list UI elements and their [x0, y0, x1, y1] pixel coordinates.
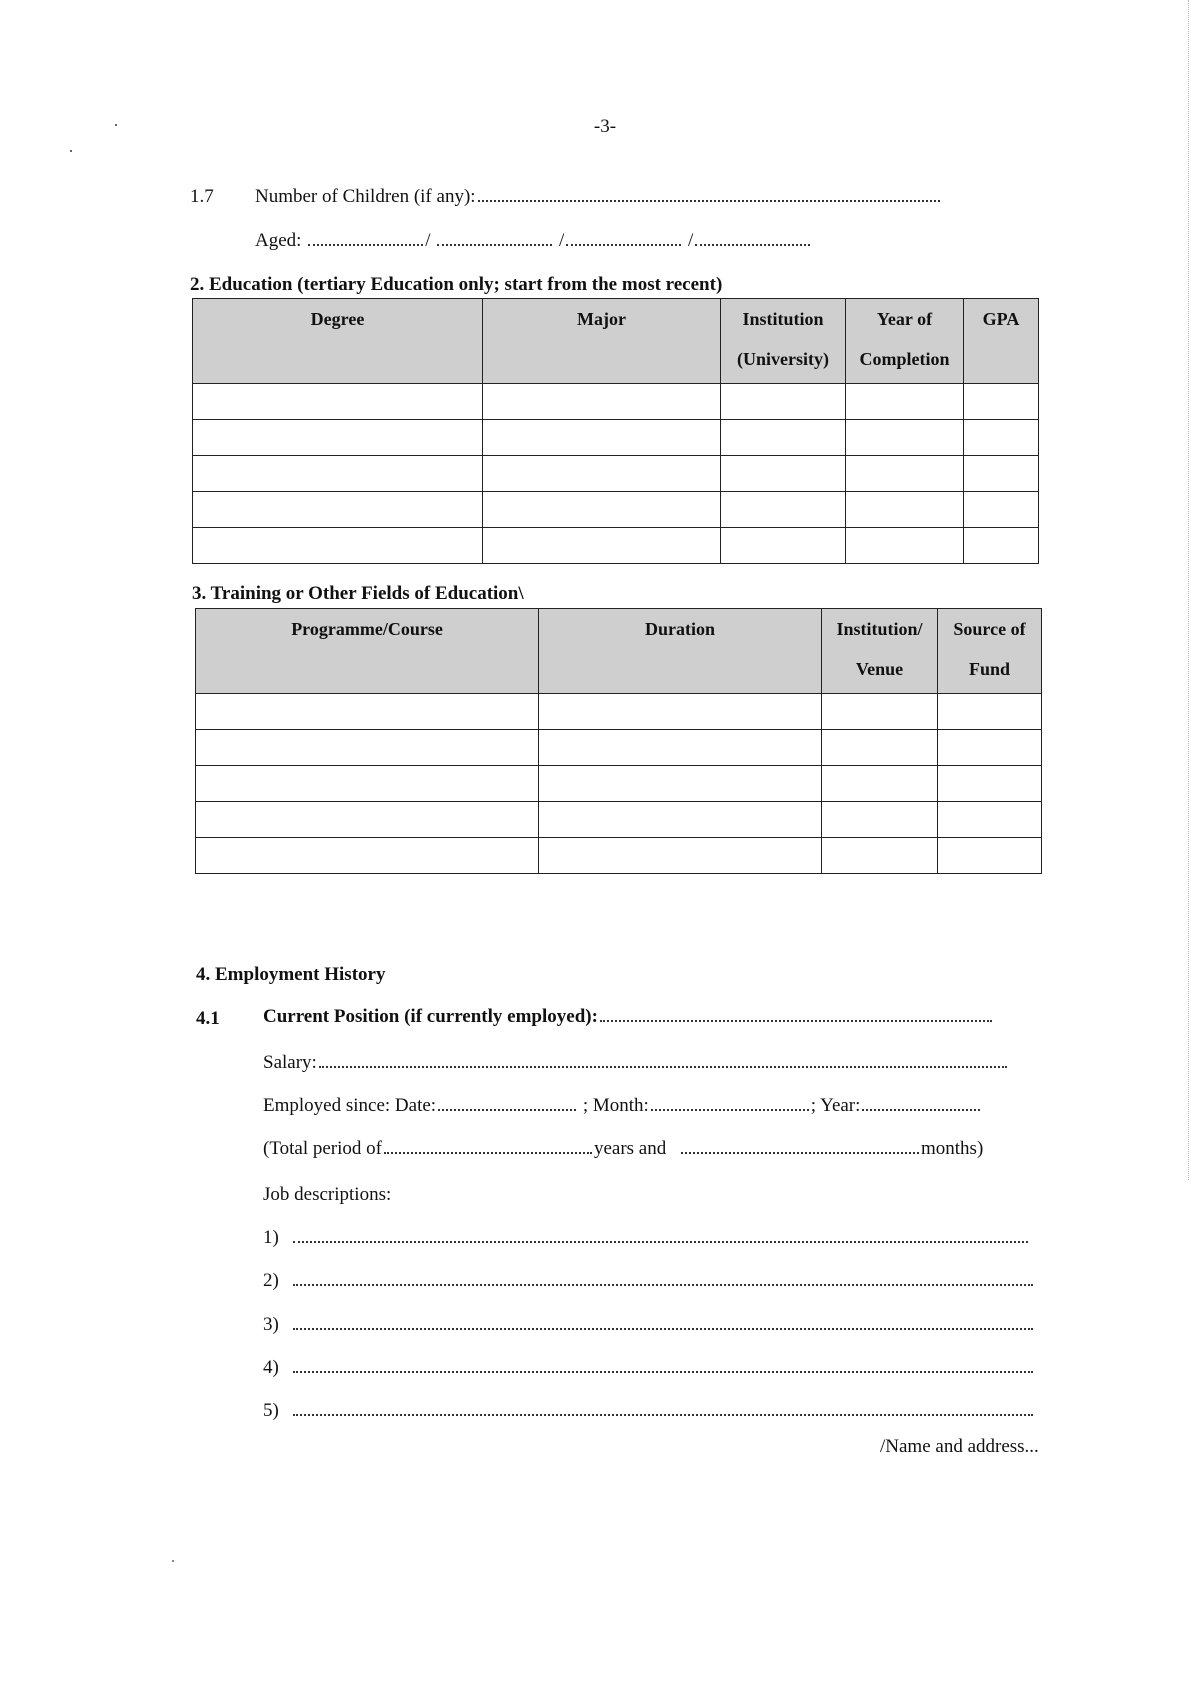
- children-count-label: [255, 186, 942, 208]
- scan-speck: [70, 150, 72, 152]
- training-table: [195, 608, 1042, 874]
- education-table-cell[interactable]: [721, 384, 846, 420]
- scan-edge-line: [1188, 0, 1190, 1180]
- training-table-row: [196, 802, 1042, 838]
- training-table-row: [196, 766, 1042, 802]
- children-count-text: Number of Children (if any):: [255, 186, 476, 207]
- aged-slash-3: /: [688, 230, 694, 251]
- training-table-cell[interactable]: [196, 766, 539, 802]
- training-table-cell[interactable]: [938, 802, 1042, 838]
- edu-col-year: Year of Completion: [846, 299, 964, 384]
- training-table-cell[interactable]: [539, 694, 822, 730]
- education-table-cell[interactable]: [721, 492, 846, 528]
- job-description-item-1: [263, 1227, 1030, 1249]
- job-description-item-5: [263, 1400, 1035, 1422]
- training-table-row: [196, 838, 1042, 874]
- edu-col-degree: Degree: [193, 299, 483, 384]
- job-descriptions-label: Job descriptions:: [263, 1184, 392, 1205]
- total-period-label: (Total period of: [263, 1138, 382, 1159]
- training-table-cell[interactable]: [822, 766, 938, 802]
- education-table-cell[interactable]: [964, 492, 1039, 528]
- training-table-cell[interactable]: [822, 694, 938, 730]
- education-table-cell[interactable]: [846, 456, 964, 492]
- training-table-cell[interactable]: [822, 802, 938, 838]
- page-number: -3-: [593, 116, 617, 137]
- education-table-row: [193, 384, 1039, 420]
- training-heading: 3. Training or Other Fields of Education\: [192, 583, 524, 604]
- job-item-number-2: 2): [263, 1270, 279, 1291]
- job-description-field-1[interactable]: [293, 1229, 1028, 1243]
- training-table-cell[interactable]: [539, 838, 822, 874]
- training-table-cell[interactable]: [539, 766, 822, 802]
- job-item-number-4: 4): [263, 1357, 279, 1378]
- education-table-cell[interactable]: [483, 384, 721, 420]
- year-label: ; Year:: [810, 1095, 861, 1116]
- edu-col-institution: Institution (University): [721, 299, 846, 384]
- aged-field-1[interactable]: [308, 232, 423, 246]
- training-table-cell[interactable]: [938, 730, 1042, 766]
- training-table-cell[interactable]: [822, 838, 938, 874]
- education-table-cell[interactable]: [846, 492, 964, 528]
- education-table-cell[interactable]: [721, 528, 846, 564]
- employment-section-number: 4.1: [196, 1008, 220, 1029]
- education-table-cell[interactable]: [846, 528, 964, 564]
- train-col-institution: Institution/ Venue: [822, 609, 938, 694]
- education-table-cell[interactable]: [964, 456, 1039, 492]
- training-header-row: [196, 609, 1042, 694]
- aged-label: Aged:: [255, 230, 302, 251]
- education-table: [192, 298, 1039, 564]
- scan-speck: [172, 1560, 174, 1562]
- aged-field-3[interactable]: [566, 232, 681, 246]
- aged-field-2[interactable]: [437, 232, 552, 246]
- training-table-cell[interactable]: [822, 730, 938, 766]
- children-count-field[interactable]: [478, 188, 940, 202]
- train-col-programme: Programme/Course: [196, 609, 539, 694]
- education-table-cell[interactable]: [193, 384, 483, 420]
- scan-speck: [115, 124, 117, 126]
- total-period-row: [263, 1138, 983, 1160]
- children-section-number: 1.7: [190, 186, 214, 207]
- months-label: months): [921, 1138, 984, 1159]
- education-table-row: [193, 456, 1039, 492]
- continuation-note: /Name and address...: [880, 1436, 1039, 1457]
- aged-field-4[interactable]: [695, 232, 810, 246]
- education-table-row: [193, 528, 1039, 564]
- month-label: ; Month:: [582, 1095, 649, 1116]
- edu-col-gpa: GPA: [964, 299, 1039, 384]
- education-table-cell[interactable]: [846, 384, 964, 420]
- training-table-cell[interactable]: [196, 730, 539, 766]
- employed-year-field[interactable]: [862, 1097, 980, 1111]
- salary-field[interactable]: [319, 1054, 1007, 1068]
- job-description-item-2: [263, 1270, 1035, 1292]
- job-item-number-1: 1): [263, 1227, 279, 1248]
- job-item-number-3: 3): [263, 1314, 279, 1335]
- training-table-cell[interactable]: [938, 694, 1042, 730]
- aged-slash-2: /: [558, 230, 565, 251]
- employed-date-field[interactable]: [438, 1097, 576, 1111]
- training-table-cell[interactable]: [196, 694, 539, 730]
- education-table-cell[interactable]: [483, 528, 721, 564]
- employed-month-field[interactable]: [651, 1097, 809, 1111]
- job-description-field-3[interactable]: [293, 1316, 1033, 1330]
- employed-since-row: [263, 1095, 982, 1117]
- salary-label: Salary:: [263, 1052, 317, 1073]
- education-table-cell[interactable]: [721, 456, 846, 492]
- education-table-cell[interactable]: [846, 420, 964, 456]
- children-aged-row: [255, 230, 812, 252]
- training-table-row: [196, 694, 1042, 730]
- education-table-cell[interactable]: [193, 492, 483, 528]
- current-position-row: [263, 1006, 994, 1028]
- aged-slash-1: /: [425, 230, 431, 251]
- training-table-row: [196, 730, 1042, 766]
- education-table-cell[interactable]: [964, 528, 1039, 564]
- education-table-cell[interactable]: [483, 420, 721, 456]
- education-table-cell[interactable]: [483, 492, 721, 528]
- education-table-cell[interactable]: [721, 420, 846, 456]
- education-header-row: [193, 299, 1039, 384]
- train-col-duration: Duration: [539, 609, 822, 694]
- job-item-number-5: 5): [263, 1400, 279, 1421]
- education-table-cell[interactable]: [193, 528, 483, 564]
- current-position-field[interactable]: [600, 1008, 992, 1022]
- training-table-cell[interactable]: [196, 802, 539, 838]
- education-table-cell[interactable]: [964, 420, 1039, 456]
- employment-heading: 4. Employment History: [196, 964, 386, 985]
- job-description-field-5[interactable]: [293, 1402, 1033, 1416]
- education-table-cell[interactable]: [193, 420, 483, 456]
- education-table-row: [193, 492, 1039, 528]
- training-table-cell[interactable]: [539, 730, 822, 766]
- education-table-cell[interactable]: [483, 456, 721, 492]
- current-position-label: Current Position (if currently employed):: [263, 1006, 598, 1027]
- total-years-field[interactable]: [384, 1140, 592, 1154]
- education-table-cell[interactable]: [964, 384, 1039, 420]
- job-description-item-3: [263, 1314, 1035, 1336]
- years-and-label: years and: [593, 1138, 667, 1159]
- job-description-field-4[interactable]: [293, 1359, 1033, 1373]
- train-col-fund: Source of Fund: [938, 609, 1042, 694]
- training-table-cell[interactable]: [938, 838, 1042, 874]
- training-table-cell[interactable]: [938, 766, 1042, 802]
- edu-col-major: Major: [483, 299, 721, 384]
- education-table-cell[interactable]: [193, 456, 483, 492]
- salary-row: [263, 1052, 1009, 1074]
- training-table-cell[interactable]: [196, 838, 539, 874]
- employed-since-label: Employed since: Date:: [263, 1095, 437, 1116]
- job-description-item-4: [263, 1357, 1035, 1379]
- total-months-field[interactable]: [681, 1140, 919, 1154]
- education-table-row: [193, 420, 1039, 456]
- training-table-cell[interactable]: [539, 802, 822, 838]
- education-heading: 2. Education (tertiary Education only; start from the most recent): [190, 274, 723, 295]
- job-description-field-2[interactable]: [293, 1272, 1033, 1286]
